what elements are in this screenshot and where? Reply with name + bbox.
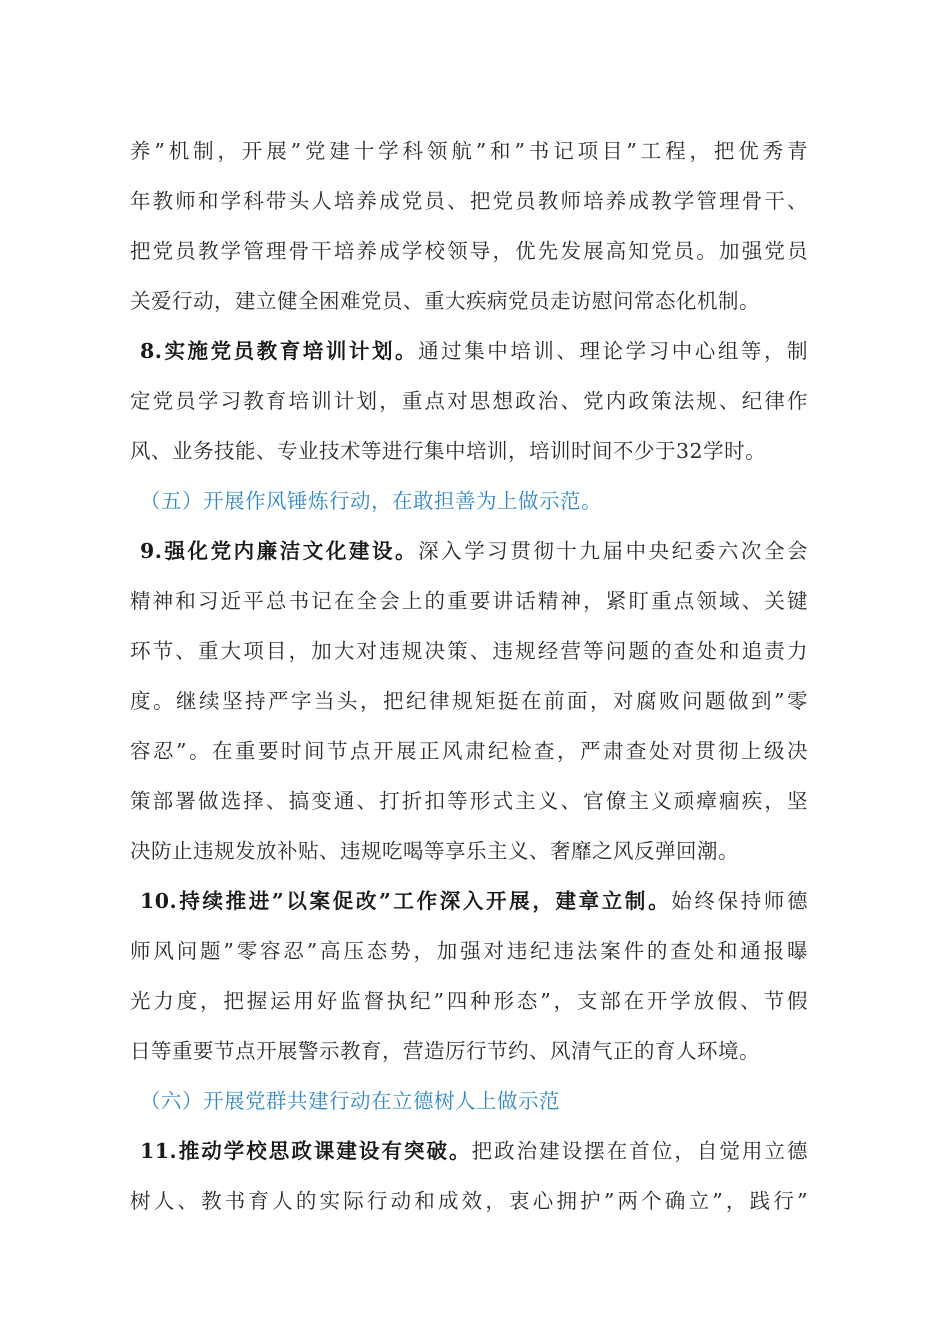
- item-11-text: 把政治建设摆在首位，自觉用立德: [471, 1139, 808, 1163]
- paragraph-line: 定党员学习教育培训计划，重点对思想政治、党内政策法规、纪律作: [130, 389, 808, 413]
- item-11-title: 11.推动学校思政课建设有突破。: [140, 1139, 472, 1163]
- item-8-line: [140, 334, 808, 368]
- paragraph-line: 师风问题”零容忍”高压态势，加强对违纪违法案件的查处和通报曝: [130, 939, 808, 963]
- paragraph-line: 年教师和学科带头人培养成党员、把党员教师培养成教学管理骨干、: [130, 189, 808, 213]
- paragraph-line: 关爱行动，建立健全困难党员、重大疾病党员走访慰问常态化机制。: [130, 289, 760, 313]
- paragraph-line: 策部署做选择、搞变通、打折扣等形式主义、官僚主义顽瘴痼疾，坚: [130, 789, 808, 813]
- item-10-title: 10.持续推进”以案促改”工作深入开展，建章立制。: [140, 889, 672, 913]
- item-10-text: 始终保持师德: [671, 889, 809, 913]
- paragraph-line: 光力度，把握运用好监督执纪”四种形态”，支部在开学放假、节假: [130, 989, 808, 1013]
- item-8-title: 8.实施党员教育培训计划。: [140, 339, 419, 363]
- section-heading-5: （五）开展作风锤炼行动，在敢担善为上做示范。: [140, 489, 602, 513]
- paragraph-line: 日等重要节点开展警示教育，营造厉行节约、风清气正的育人环境。: [130, 1039, 760, 1063]
- item-9-title: 9.强化党内廉洁文化建设。: [140, 539, 419, 563]
- paragraph-line: 容忍”。在重要时间节点开展正风肃纪检查，严肃查处对贯彻上级决: [130, 739, 808, 763]
- item-9-line: [140, 534, 808, 568]
- paragraph-line: 养”机制，开展”党建十学科领航”和”书记项目”工程，把优秀青: [130, 139, 808, 163]
- item-11-line: [140, 1134, 808, 1168]
- paragraph-line: 决防止违规发放补贴、违规吃喝等享乐主义、奢靡之风反弹回潮。: [130, 839, 739, 863]
- section-heading-6: （六）开展党群共建行动在立德树人上做示范: [140, 1089, 560, 1113]
- item-10-line: [140, 884, 808, 918]
- paragraph-line: 树人、教书育人的实际行动和成效，衷心拥护”两个确立”，践行”: [130, 1189, 808, 1213]
- paragraph-line: 把党员教学管理骨干培养成学校领导，优先发展高知党员。加强党员: [130, 239, 808, 263]
- item-8-text: 通过集中培训、理论学习中心组等，制: [418, 339, 809, 363]
- paragraph-line: 度。继续坚持严字当头，把纪律规矩挺在前面，对腐败问题做到”零: [130, 689, 808, 713]
- item-9-text: 深入学习贯彻十九届中央纪委六次全会: [418, 539, 809, 563]
- paragraph-line: 风、业务技能、专业技术等进行集中培训，培训时间不少于32学时。: [130, 439, 767, 463]
- paragraph-line: 精神和习近平总书记在全会上的重要讲话精神，紧盯重点领域、关键: [130, 589, 808, 613]
- paragraph-line: 环节、重大项目，加大对违规决策、违规经营等问题的查处和追责力: [130, 639, 808, 663]
